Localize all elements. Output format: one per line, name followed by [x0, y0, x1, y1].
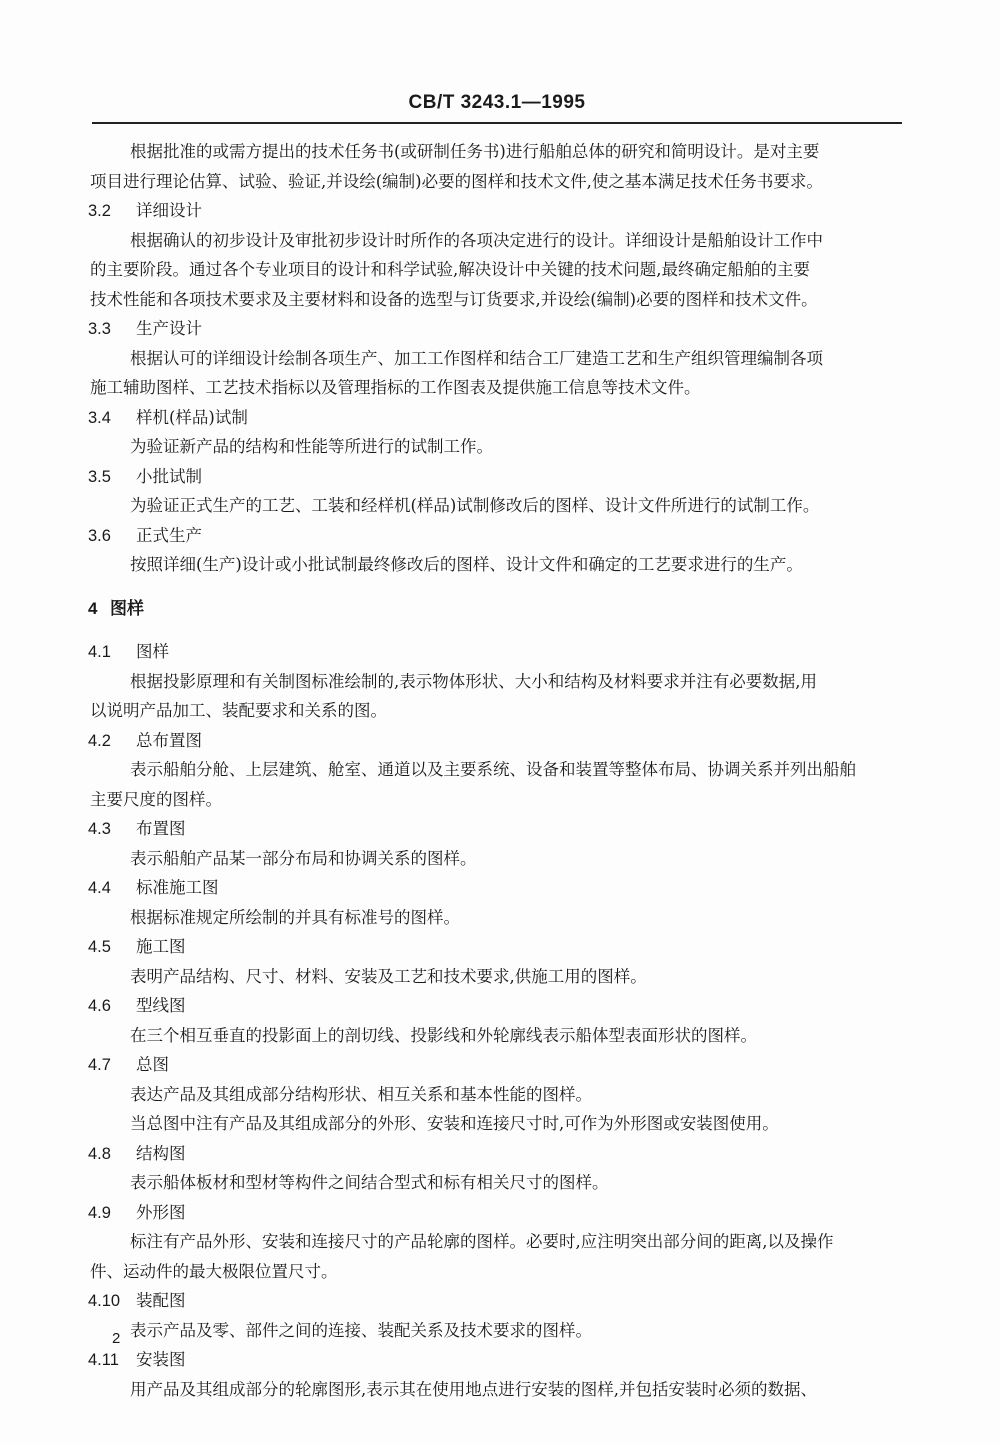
section-title: 标准施工图	[136, 878, 219, 897]
section-number: 4.11	[88, 1351, 119, 1369]
section-heading-4-9	[88, 1198, 908, 1228]
section-title: 装配图	[136, 1291, 186, 1310]
paragraph-line: 根据批准的或需方提出的技术任务书(或研制任务书)进行船舶总体的研究和简明设计。是对主要	[130, 142, 820, 161]
section-title: 详细设计	[136, 201, 202, 220]
page-number: 2	[112, 1330, 121, 1347]
section-heading-3-5	[88, 462, 908, 492]
section-number: 3.3	[88, 320, 111, 338]
chapter-title: 图样	[110, 598, 144, 619]
paragraph-line: 当总图中注有产品及其组成部分的外形、安装和连接尺寸时,可作为外形图或安装图使用。	[130, 1114, 779, 1133]
paragraph-line: 表达产品及其组成部分结构形状、相互关系和基本性能的图样。	[130, 1084, 592, 1104]
section-number: 3.5	[88, 467, 111, 486]
paragraph-line: 表示船舶产品某一部分布局和协调关系的图样。	[130, 848, 477, 868]
chapter-number: 4	[88, 598, 98, 618]
paragraph-line: 为验证正式生产的工艺、工装和经样机(样品)试制修改后的图样、设计文件所进行的试制工作。	[130, 496, 820, 515]
section-heading-4-1	[88, 637, 908, 667]
section-heading-4-11	[88, 1345, 908, 1375]
paragraph-line: 根据标准规定所绘制的并具有标准号的图样。	[130, 907, 460, 927]
paragraph-line: 标注有产品外形、安装和连接尺寸的产品轮廓的图样。必要时,应注明突出部分间的距离,以及操作	[130, 1232, 834, 1251]
section-number: 3.2	[88, 202, 111, 220]
section-title: 总图	[136, 1055, 169, 1074]
section-number: 4.7	[88, 1056, 111, 1074]
section-title: 正式生产	[136, 525, 202, 545]
paragraph-line: 的主要阶段。通过各个专业项目的设计和科学试验,解决设计中关键的技术问题,最终确定船舶的主要	[90, 260, 810, 279]
paragraph-line: 根据投影原理和有关制图标准绘制的,表示物体形状、大小和结构及材料要求并注有必要数据,用	[130, 671, 817, 691]
section-heading-4-4	[88, 873, 908, 903]
section-heading-4-3	[88, 814, 908, 844]
section-number: 4.5	[88, 938, 111, 956]
section-number: 4.4	[88, 879, 111, 897]
page-header	[92, 88, 902, 124]
section-title: 型线图	[136, 996, 186, 1015]
section-number: 3.4	[88, 408, 111, 427]
standard-number: CB/T 3243.1—1995	[408, 92, 586, 113]
section-number: 4.1	[88, 643, 111, 661]
paragraph-line: 用产品及其组成部分的轮廓图形,表示其在使用地点进行安装的图样,并包括安装时必须的数据、	[130, 1379, 817, 1399]
chapter-heading-4	[88, 594, 908, 624]
paragraph-line: 根据确认的初步设计及审批初步设计时所作的各项决定进行的设计。详细设计是船舶设计工作中	[130, 230, 823, 250]
section-heading-4-10	[88, 1286, 908, 1316]
section-title: 安装图	[136, 1350, 186, 1369]
document-body	[88, 137, 908, 1404]
paragraph-line: 表明产品结构、尺寸、材料、安装及工艺和技术要求,供施工用的图样。	[130, 966, 647, 986]
paragraph-line: 施工辅助图样、工艺技术指标以及管理指标的工作图表及提供施工信息等技术文件。	[90, 378, 701, 397]
paragraph-line: 表示船体板材和型材等构件之间结合型式和标有相关尺寸的图样。	[130, 1173, 609, 1192]
section-title: 小批试制	[136, 466, 202, 486]
section-number: 3.6	[88, 526, 111, 545]
section-number: 4.10	[88, 1292, 121, 1310]
section-title: 生产设计	[136, 319, 202, 338]
section-heading-4-6	[88, 991, 908, 1021]
section-title: 图样	[136, 642, 169, 661]
section-number: 4.2	[88, 731, 111, 750]
section-title: 总布置图	[136, 730, 202, 750]
section-number: 4.8	[88, 1144, 111, 1163]
paragraph-line: 主要尺度的图样。	[90, 789, 222, 809]
section-title: 样机(样品)试制	[136, 407, 248, 427]
section-heading-4-2	[88, 726, 908, 756]
paragraph-line: 表示产品及零、部件之间的连接、装配关系及技术要求的图样。	[130, 1320, 592, 1340]
paragraph-line: 技术性能和各项技术要求及主要材料和设备的选型与订货要求,并设绘(编制)必要的图样和技术文件。	[90, 289, 818, 309]
paragraph-line: 项目进行理论估算、试验、验证,并设绘(编制)必要的图样和技术文件,使之基本满足技术任务书要求。	[90, 171, 823, 191]
paragraph-line: 为验证新产品的结构和性能等所进行的试制工作。	[130, 437, 493, 456]
section-number: 4.6	[88, 997, 111, 1015]
section-heading-3-4	[88, 403, 908, 433]
section-heading-3-6	[88, 521, 908, 551]
section-heading-3-2	[88, 196, 908, 226]
section-heading-3-3	[88, 314, 908, 344]
section-title: 布置图	[136, 819, 186, 838]
paragraph-line: 在三个相互垂直的投影面上的剖切线、投影线和外轮廓线表示船体型表面形状的图样。	[130, 1025, 757, 1045]
paragraph-line: 根据认可的详细设计绘制各项生产、加工工作图样和结合工厂建造工艺和生产组织管理编制各项	[130, 348, 823, 368]
section-number: 4.3	[88, 820, 111, 838]
paragraph-line: 表示船舶分舱、上层建筑、舱室、通道以及主要系统、设备和装置等整体布局、协调关系并列出船舶	[130, 760, 856, 779]
section-heading-4-7	[88, 1050, 908, 1080]
paragraph-line: 按照详细(生产)设计或小批试制最终修改后的图样、设计文件和确定的工艺要求进行的生产。	[130, 555, 803, 574]
paragraph-line: 以说明产品加工、装配要求和关系的图。	[90, 701, 387, 720]
section-heading-4-8	[88, 1139, 908, 1169]
paragraph-line: 件、运动件的最大极限位置尺寸。	[90, 1261, 338, 1281]
section-heading-4-5	[88, 932, 908, 962]
section-title: 结构图	[136, 1143, 186, 1163]
section-number: 4.9	[88, 1203, 111, 1222]
section-title: 施工图	[136, 937, 186, 956]
section-title: 外形图	[136, 1202, 186, 1222]
